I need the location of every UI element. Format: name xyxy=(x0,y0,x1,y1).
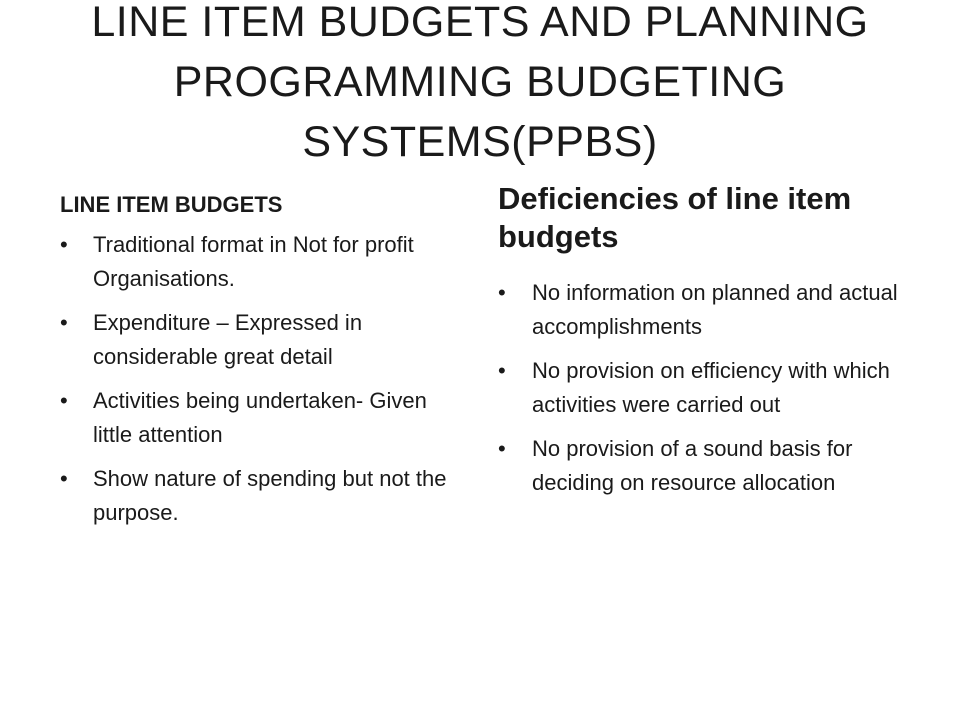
slide-title xyxy=(40,0,920,172)
left-column xyxy=(60,190,470,540)
left-heading: LINE ITEM BUDGETS xyxy=(60,192,283,217)
right-bullet-3: • No provision of a sound basis for deciding on resource allocation xyxy=(498,432,918,500)
right-heading: Deficiencies of line item budgets xyxy=(498,181,852,254)
title-line-2: PROGRAMMING BUDGETING xyxy=(173,58,787,106)
left-bullet-2: • Expenditure – Expressed in considerable great detail xyxy=(60,306,470,374)
left-bullet-3: • Activities being undertaken- Given little attention xyxy=(60,384,470,452)
right-bullet-list xyxy=(498,276,918,500)
right-bullet-1: • No information on planned and actual accomplishments xyxy=(498,276,918,344)
left-bullet-list xyxy=(60,228,470,530)
right-bullet-2: • No provision on efficiency with which activities were carried out xyxy=(498,354,918,422)
right-column xyxy=(498,180,918,510)
title-line-3: SYSTEMS(PPBS) xyxy=(302,118,658,166)
left-bullet-1: • Traditional format in Not for profit Organisations. xyxy=(60,228,470,296)
title-line-1: LINE ITEM BUDGETS AND PLANNING xyxy=(91,0,869,46)
left-bullet-4: • Show nature of spending but not the purpose. xyxy=(60,462,470,530)
